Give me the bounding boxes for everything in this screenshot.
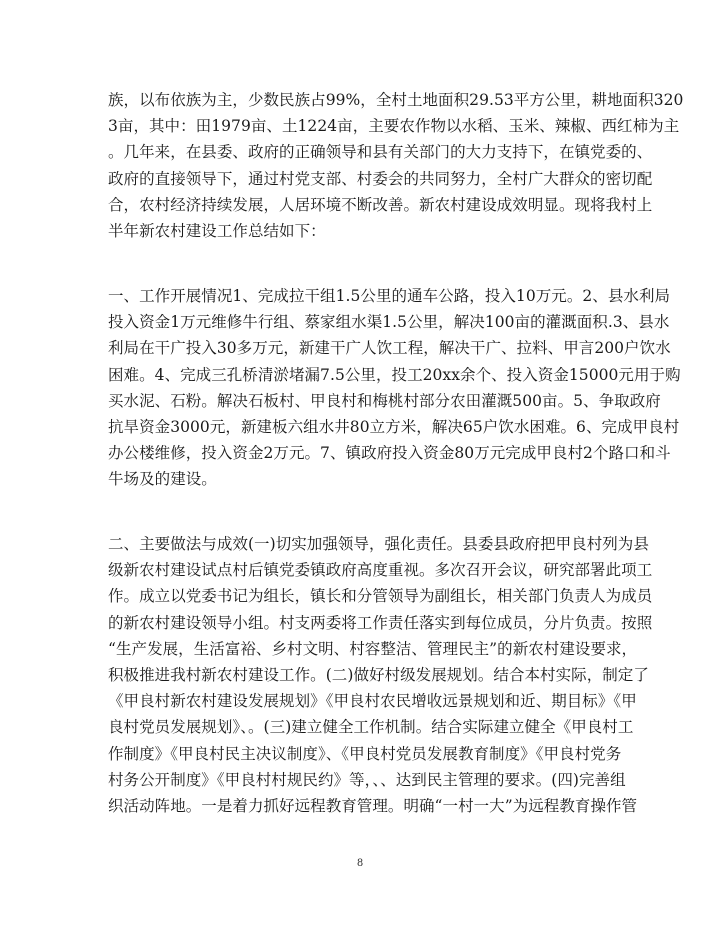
text-line: 半年新农村建设工作总结如下： bbox=[108, 221, 326, 240]
text-line: 困难。4、完成三孔桥清淤堵漏7.5公里，投工20xx余个、投入资金15000元用于购 bbox=[108, 365, 681, 384]
text-line: 作制度》《甲良村民主决议制度》、《甲良村党员发展教育制度》《甲良村党务 bbox=[108, 744, 622, 763]
text-line: 织活动阵地。一是着力抓好远程教育管理。明确“一村一大”为远程教育操作管 bbox=[108, 796, 638, 815]
text-line: 3亩，其中：田1979亩、土1224亩，主要农作物以水稻、玉米、辣椒、西红柿为主 bbox=[108, 117, 680, 136]
text-line: 政府的直接领导下，通过村党支部、村委会的共同努力，全村广大群众的密切配 bbox=[108, 169, 653, 188]
text-line: 二、主要做法与成效(一)切实加强领导，强化责任。县委县政府把甲良村列为县 bbox=[108, 535, 649, 553]
text-line: 合，农村经济持续发展，人居环境不断改善。新农村建设成效明显。现将我村上 bbox=[108, 195, 653, 214]
text-line: 牛场及的建设。 bbox=[108, 470, 217, 489]
paragraph-section-two bbox=[108, 531, 653, 819]
text-line: 。几年来，在县委、政府的正确领导和县有关部门的大力支持下，在镇党委的、 bbox=[108, 143, 653, 162]
text-line: 级新农村建设试点村后镇党委镇政府高度重视。多次召开会议，研究部署此项工 bbox=[108, 561, 653, 580]
text-line: 族，以布依族为主，少数民族占99%，全村土地面积29.53平方公里，耕地面积320 bbox=[108, 91, 684, 109]
text-line: 村务公开制度》《甲良村村规民约》等，、、达到民主管理的要求。(四)完善组 bbox=[108, 770, 626, 789]
text-line: 办公楼维修，投入资金2万元。7、镇政府投入资金80万元完成甲良村2个路口和斗 bbox=[108, 444, 671, 463]
text-line: 买水泥、石粉。解决石板村、甲良村和梅桃村部分农田灌溉500亩。5、争取政府 bbox=[108, 391, 661, 410]
text-line: 作。成立以党委书记为组长，镇长和分管领导为副组长，相关部门负责人为成员 bbox=[108, 587, 653, 606]
text-line: 《甲良村新农村建设发展规划》《甲良村农民增收远景规划和近、期目标》《甲 bbox=[108, 692, 637, 711]
paragraph-intro bbox=[108, 87, 684, 244]
text-line: 的新农村建设领导小组。村支两委将工作责任落实到每位成员，分片负责。按照 bbox=[108, 613, 653, 632]
text-line: “生产发展，生活富裕、乡村文明、村容整洁、管理民主”的新农村建设要求， bbox=[108, 639, 638, 658]
text-line: 良村党员发展规划》、。(三)建立健全工作机制。结合实际建立健全《甲良村工 bbox=[108, 718, 634, 737]
paragraph-section-one bbox=[108, 283, 681, 493]
text-line: 一、工作开展情况1、完成拉干组1.5公里的通车公路，投入10万元。2、县水利局 bbox=[108, 287, 671, 305]
text-line: 积极推进我村新农村建设工作。(二)做好村级发展规划。结合本村实际，制定了 bbox=[108, 665, 649, 684]
page-number: 8 bbox=[356, 858, 364, 869]
text-line: 投入资金1万元维修牛行组、蔡家组水渠1.5公里，解决100亩的灌溉面积.3、县水 bbox=[108, 313, 670, 332]
text-line: 抗旱资金3000元，新建板六组水井80立方米，解决65户饮水困难。6、完成甲良村 bbox=[108, 417, 680, 436]
text-line: 利局在干广投入30多万元，新建干广人饮工程，解决干广、拉料、甲言200户饮水 bbox=[108, 339, 671, 358]
